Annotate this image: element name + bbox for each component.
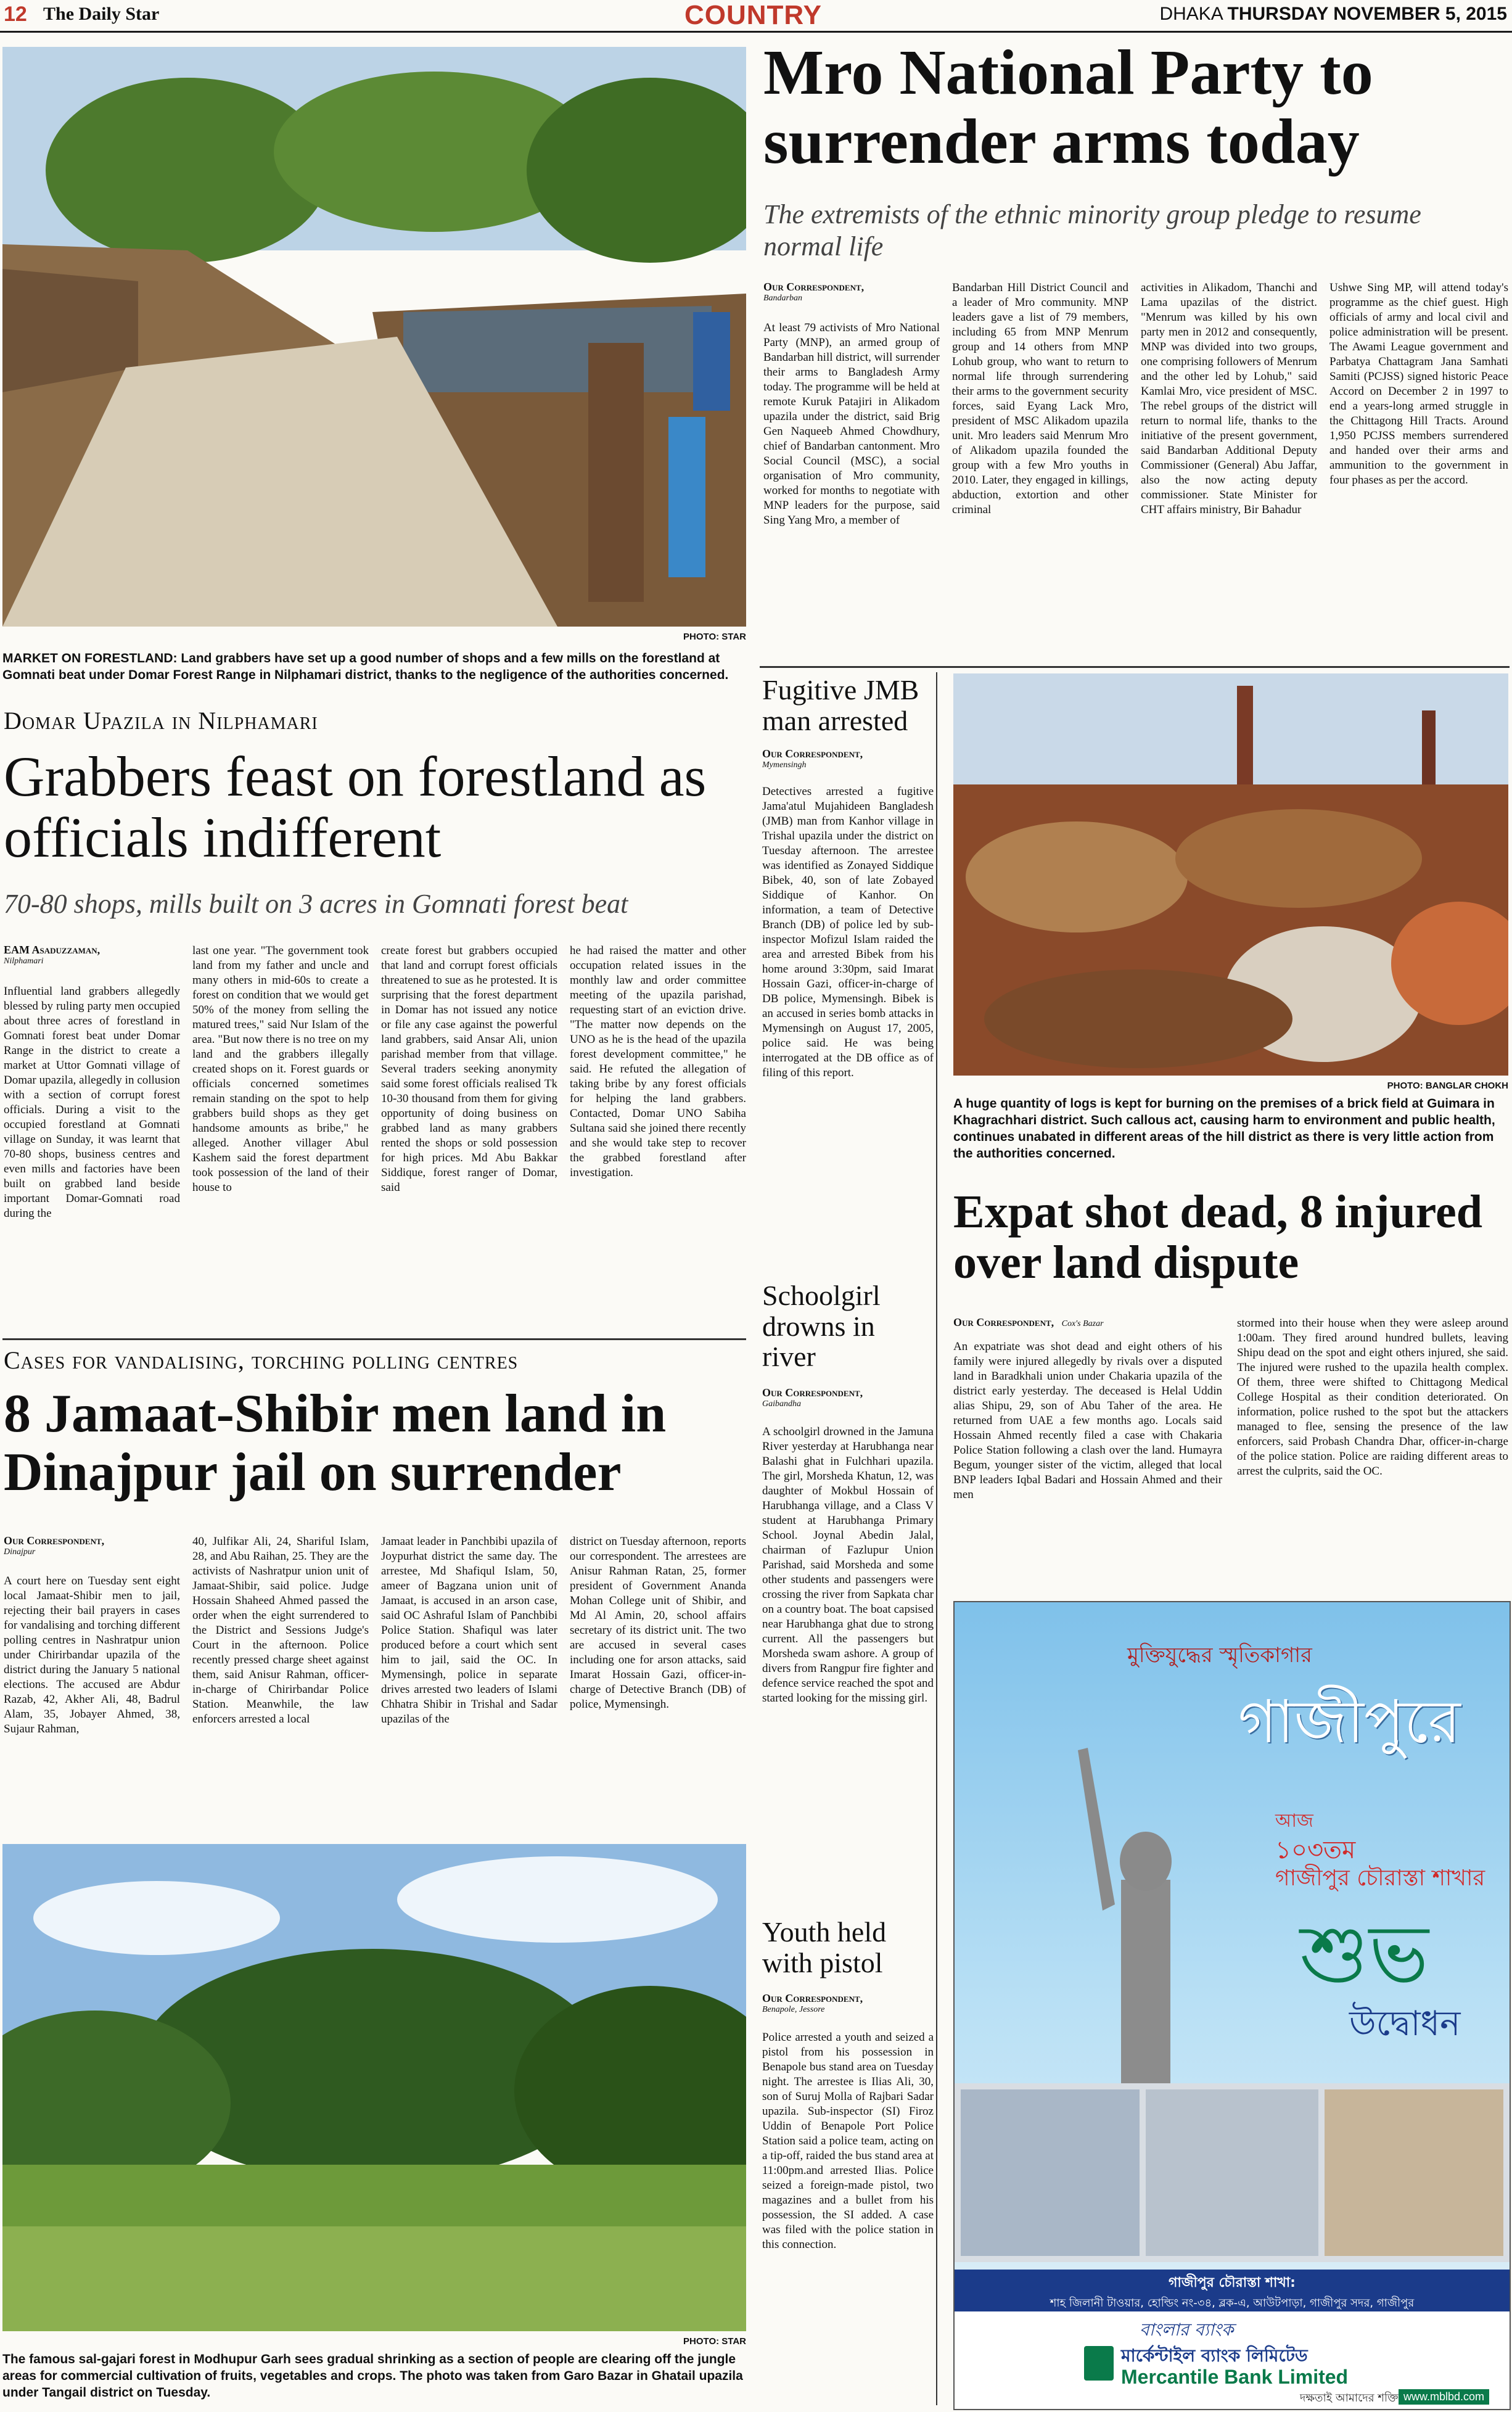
- schoolgirl-byline-name: Our Correspondent,: [762, 1386, 863, 1399]
- ad-shubho: শুভ: [1300, 1907, 1429, 2001]
- jamaat-headline: 8 Jamaat-Shibir men land in Dinajpur jail on surrender: [4, 1384, 667, 1503]
- section-title: COUNTRY: [684, 0, 822, 30]
- jmb-byline-name: Our Correspondent,: [762, 747, 863, 760]
- ad-branch-name: গাজীপুর চৌরাস্তা শাখার: [1275, 1866, 1485, 1891]
- mro-col-4: Ushwe Sing MP, will attend today's programme as the chief guest. High officials of army and local civil and police administration will be present. The Awami League government and Parbatya Chattagram Jana Samhati Samiti (PCJSS) signed historic Peace Accord on December 2 in 1997 to end a years-long armed struggle in the Chittagong Hill Tracts. Around 1,950 PCJSS members surrendered and handed over their arms and ammunition to the government in four phases as per the accord.: [1329, 281, 1508, 487]
- sal-forest-photo: [2, 1844, 746, 2331]
- divider: [2, 1338, 746, 1340]
- ad-bank-bn: মার্কেন্টাইল ব্যাংক লিমিটেড: [1121, 2345, 1308, 2366]
- expat-byline-location: Cox's Bazar: [1061, 1319, 1104, 1328]
- ad-photo-strip: [955, 2083, 1510, 2262]
- grabbers-kicker: Domar Upazila in Nilphamari: [4, 707, 318, 735]
- mro-headline: Mro National Party to surrender arms today: [763, 37, 1373, 178]
- jamaat-byline-name: Our Correspondent,: [4, 1534, 105, 1547]
- schoolgirl-byline: [762, 1386, 935, 1409]
- ad-address-title: গাজীপুর চৌরাস্তা শাখা:: [955, 2270, 1510, 2297]
- logs-photo-illustration: [953, 673, 1508, 1076]
- ad-photo-2: [1146, 2089, 1318, 2256]
- page-number: 12: [4, 2, 27, 26]
- market-photo-caption: MARKET ON FORESTLAND: Land grabbers have set up a good number of shops and a few mills on the forestland at Gomnati beat under Domar Forest Range in Nilphamari district, thanks to the negligence of the authorities concerned.: [2, 651, 729, 682]
- ad-photo-1: [961, 2089, 1140, 2256]
- grabbers-col-4: he had raised the matter and other occupation related issues in the monthly law and order committee meeting of the upazila parishad, requesting start of an eviction drive. "The matter now depends on the UNO as he is the head of the upazila forest development committee," he said. He refuted the allegation of taking bribe by any forest officials for helping the land grabbers. Contacted, Domar UNO Sabiha Sultana said she joined there recently and she would take step to recover the grabbed forestland after investigation.: [570, 944, 746, 1179]
- sal-forest-illustration: [2, 1844, 746, 2331]
- youth-byline-name: Our Correspondent,: [762, 1992, 863, 2004]
- sal-forest-photo-credit: PHOTO: STAR: [683, 2336, 746, 2347]
- jmb-headline: Fugitive JMB man arrested: [762, 674, 919, 736]
- logs-photo: [953, 673, 1508, 1076]
- ad-slogan: দক্ষতাই আমাদের শক্তি: [1300, 2392, 1399, 2405]
- logs-photo-credit: PHOTO: BANGLAR CHOKH: [1387, 1080, 1508, 1091]
- divider: [760, 666, 1510, 668]
- ad-branch-no: ১০৩তম: [1275, 1836, 1356, 1864]
- jamaat-col-4: district on Tuesday afternoon, reports our correspondent. The arrestees are Anisur Rahman Ratan, 25, former president of Government Ananda Mohan College unit of Shibir, and Md Al Amin, 20, school affairs secretary of its district unit. The two are accused in several cases including one for arson attacks, said Imarat Hossain Gazi, officer-in-charge of Detective Branch (DB) of police, Mymensingh.: [570, 1535, 746, 1711]
- ad-udbodhon: উদ্বোধন: [1349, 2004, 1461, 2044]
- jamaat-col-3: Jamaat leader in Panchbibi upazila of Joypurhat district the same day. The arrestee, Md Shafiqul Islam, 50, ameer of Bagzana union unit of Jamaat, is accused in an arson case, said OC Ashraful Islam of Panchbibi Police Station. Shafiqul was later produced before a court which sent him to jail, said the OC. In Mymensingh, police in separate drives arrested two leaders of Islami Chhatra Shibir in Trishal and Sadar upazilas of the: [381, 1535, 557, 1726]
- grabbers-col-3: create forest but grabbers occupied that land and corrupt forest officials threatened to sue as he protested. It is surprising that the forest department in Domar has not issued any notice or file any case against the powerful land grabbers, said Ansar Ali, union parishad member from that village. Several traders seeking anonymity said some forest officials realised Tk 10-30 thousand from them for giving opportunity of doing business on grabbed land as many grabbers rented the shops or sold possession for high prices. Md Abu Bakkar Siddique, forest ranger of Domar, said: [381, 944, 557, 1194]
- grabbers-byline-name: EAM Asaduzzaman,: [4, 944, 101, 956]
- schoolgirl-byline-location: Gaibandha: [762, 1399, 801, 1409]
- jamaat-col-2: 40, Julfikar Ali, 24, Shariful Islam, 28, and Abu Raihan, 25. They are the activists of Nashratpur union unit of Jamaat-Shibir, said police. Judge Hossain Shaheed Ahmed passed the order when the eight surrendered to the District and Sessions Judge's Court in the afternoon. Police recently pressed charge sheet against them, said Anisur Rahman, officer-in-charge of Chirirbandar Police Station. Meanwhile, the law enforcers arrested a local: [192, 1535, 369, 1726]
- ad-footer: [955, 2311, 1510, 2409]
- mro-subhead: The extremists of the ethnic minority group pledge to resume normal life: [763, 199, 1421, 261]
- mro-byline-location: Bandarban: [763, 294, 802, 303]
- sal-forest-caption: The famous sal-gajari forest in Modhupur Garh sees gradual shrinking as a section of people are clearing off the jungle areas for commercial cultivation of fruits, vegetables and crops. The photo was taken from Garo Bazar in Ghatail upazila under Tangail district on Tuesday.: [2, 2352, 743, 2400]
- expat-col-2: stormed into their house when they were asleep around 1:00am. They fired around hundred bullets, leaving Shipu dead on the spot and eight others injured, she said. The injured were rushed to the upazila health complex. Of them, three were shifted to Chittagong Medical College Hospital as their condition deteriorated. On information, police rushed to the spot but the attackers managed to flee, sensing the presence of the law enforcers, said Probash Chandra Dhar, officer-in-charge of the police station. Police are raiding different areas to arrest the culprits, said the OC.: [1237, 1317, 1508, 1478]
- jmb-byline: [762, 747, 935, 770]
- ad-aaj: আজ: [1275, 1810, 1313, 1832]
- schoolgirl-body: A schoolgirl drowned in the Jamuna River yesterday at Harubhanga near Balashi ghat in Fulchhari upazila. The girl, Morsheda Khatun, 12, was daughter of Mokbul Hossain of Harubhanga village, and a Class V student at Harubhanga Primary School. Joynal Abedin Jalal, chairman of Fazlupur Union Parishad, said Morsheda and some other students and passengers were crossing the river from Sapkata char on a country boat. The boat capsised near Harubhanga ghat due to strong current. All the passengers but Morsheda swam ashore. A group of divers from Rangpur fire fighter and defence service reached the spot and started looking for the missing girl.: [762, 1425, 934, 1705]
- youth-byline-location: Benapole, Jessore: [762, 2005, 825, 2014]
- jmb-body: Detectives arrested a fugitive Jama'atul Mujahideen Bangladesh (JMB) man from Kanhor village in Trishal upazila under the district on Tuesday afternoon. The arrestee was identified as Zonayed Siddique Bibek, 40, son of late Zobayed Siddique of Kanhor. On information, a team of Detective Branch (DB) of police led by sub-inspector Mofizul Islam raided the area and arrested Bibek from his home around 3:30pm, said Imarat Hossain Gazi, officer-in-charge of DB police, Mymensingh. Bibek is an accused in series bomb attacks in Mymensingh on August 17, 2005, police said. He was being interrogated at the DB office as of filing of this report.: [762, 785, 934, 1079]
- ad-bank-en: Mercantile Bank Limited: [1121, 2366, 1349, 2388]
- youth-byline: [762, 1992, 935, 2015]
- jamaat-byline-location: Dinajpur: [4, 1547, 36, 1557]
- divider: [936, 672, 937, 2405]
- mro-byline-name: Our Correspondent,: [763, 281, 865, 293]
- expat-byline-name: Our Correspondent,: [953, 1316, 1054, 1328]
- ad-top-line: মুক্তিযুদ্ধের স্মৃতিকাগার: [1127, 1643, 1312, 1668]
- youth-body: Police arrested a youth and seized a pistol from his possession in Benapole bus stand area on Tuesday night. The arrestee is Ilias Ali, 30, son of Suruj Molla of Rajbari Sadar upazila. Sub-inspector (SI) Firoz Uddin of Benapole Port Police Station said a police team, acting on a tip-off, raided the bus stand area at 11:00pm.and arrested Ilias. Police seized a foreign-made pistol, two magazines and a bullet from his possession, the SI added. A case was filed with the police station in this connection.: [762, 2031, 934, 2251]
- date-city: DHAKA: [1159, 4, 1223, 24]
- dateline: [1159, 4, 1507, 25]
- jamaat-col-1: A court here on Tuesday sent eight local Jamaat-Shibir men to jail, rejecting their bail prayers in cases for vandalising and torching different polling centres in Nashratpur union under Chirirbandar upazila of the district during the January 5 national elections. The accused are Abdur Razab, 42, Akher Ali, 48, Badrul Alam, 35, Jobayer Ahmed, 38, Sujaur Rahman,: [4, 1574, 180, 1735]
- mro-col-1: At least 79 activists of Mro National Party (MNP), an armed group of Bandarban hill district, will surrender their arms to Bangladesh Army today. The programme will be held at remote Kuruk Patajiri in Alikadom upazila under the district, said Brig Gen Naqueeb Ahmed Chowdhury, chief of Bandarban cantonment. Mro Social Council (MSC), a social organisation of Mro community, worked for months to negotiate with MNP leaders for the purpose, said Sing Yang Mro, a member of: [763, 321, 940, 527]
- grabbers-headline: Grabbers feast on forestland as officials indifferent: [4, 745, 707, 870]
- expat-headline: Expat shot dead, 8 injured over land dispute: [953, 1186, 1483, 1289]
- jamaat-kicker: Cases for vandalising, torching polling centres: [4, 1346, 519, 1374]
- grabbers-col-1: Influential land grabbers allegedly blessed by ruling party men occupied about three acres of forestland in Gomnati forest beat under Domar Range in the district to create a market at Uttor Gomnati village of Domar upazila, allegedly in collusion with a section of corrupt forest officials. During a visit to the occupied forestland at Gomnati village on Sunday, it was learnt that 70-80 shops, business centres and even mills and factories have been built on grabbed land beside important Domar-Gomnati road during the: [4, 985, 180, 1220]
- mercantile-bank-ad[interactable]: [953, 1601, 1511, 2410]
- ad-photo-3: [1325, 2089, 1503, 2256]
- market-photo: [2, 47, 746, 627]
- mro-byline: [763, 281, 942, 303]
- market-photo-illustration: [2, 47, 746, 627]
- mercantile-logo-icon: [1084, 2346, 1114, 2381]
- mro-col-2: Bandarban Hill District Council and a leader of Mro community. MNP leaders gave a list of 79 members, including 65 from MNP Menrum group and 14 others from MNP Lohub group, who want to return to normal life through surrendering their arms to the government security forces, said Eyang Lack Mro, president of MSC Alikadom upazila unit. Mro leaders said Menrum Mro of Alikadom upazila founded the group with a few Mro youths in 2010. Later, they engaged in killings, abduction, extortion and other criminal: [952, 281, 1128, 516]
- date-text: THURSDAY NOVEMBER 5, 2015: [1227, 4, 1507, 24]
- expat-col-1: An expatriate was shot dead and eight others of his family were injured allegedly by rivals over a disputed land in Baradkhali union under Chakaria upazila of the district early yesterday. The deceased is Helal Uddin alias Shipu, 29, son of Abu Taher of the area. He returned from UAE a few months ago. Locals said Hossain Ahmed recently filed a case with Chakaria Police Station following a clash over the land. Humayra Begum, younger sister of the victim, alleged that local BNP leaders Iqbal Badari and Hossain Ahmed and their men: [953, 1340, 1222, 1501]
- jmb-byline-location: Mymensingh: [762, 760, 807, 770]
- ad-website-link[interactable]: www.mblbd.com: [1399, 2389, 1489, 2405]
- ad-tagline: বাংলার ব্যাংক: [1140, 2319, 1234, 2340]
- mro-col-3: activities in Alikadom, Thanchi and Lama upazilas of the district. "Menrum was killed by his own party men in 2012 and consequently, MNP was divided into two groups, one comprising followers of Menrum and the other led by Lohub," said Kamlai Mro, vice president of MSC. The rebel groups of the district will return to normal life, thanks to the initiative of the present government, said Bandarban Additional Deputy Commissioner (General) Abu Jaffar, also the now acting deputy commissioner. State Minister for CHT affairs ministry, Bir Bahadur: [1141, 281, 1317, 516]
- page-header: [0, 0, 1512, 33]
- grabbers-byline-location: Nilphamari: [4, 957, 44, 966]
- logs-caption: A huge quantity of logs is kept for burning on the premises of a brick field at Guimara in Khagrachhari district. Such callous act, causing harm to environment and public health, continues unabated in different areas of the hill district as there is very little action from the authorities concerned.: [953, 1097, 1495, 1161]
- market-photo-credit: PHOTO: STAR: [683, 632, 746, 642]
- grabbers-subhead: 70-80 shops, mills built on 3 acres in Gomnati forest beat: [4, 889, 628, 919]
- jamaat-byline: [4, 1534, 183, 1557]
- masthead: The Daily Star: [43, 4, 160, 24]
- ad-address: শাহ জিলানী টাওয়ার, হোল্ডিং নং-৩৪, ব্লক-এ, আউটপাড়া, গাজীপুর সদর, গাজীপুর: [955, 2292, 1510, 2316]
- expat-byline: [953, 1316, 1225, 1329]
- ad-big-line: গাজীপুরে: [1238, 1687, 1461, 1756]
- grabbers-byline: [4, 944, 183, 966]
- schoolgirl-headline: Schoolgirl drowns in river: [762, 1280, 881, 1373]
- grabbers-col-2: last one year. "The government took land from my father and uncle and many others in mid-60s to create a forest on condition that we would get 50% of the money from selling the matured trees," said Nur Islam of the area. "But now there is no tree on my land and the grabbers illegally created shops on it. Forest guards or officials concerned sometimes remain standing on the spot to help grabbers build shops as they get handsome amounts as bribe," he alleged. Another villager Abul Kashem said the forest department took possession of the land of their house to: [192, 944, 369, 1194]
- youth-headline: Youth held with pistol: [762, 1916, 887, 1978]
